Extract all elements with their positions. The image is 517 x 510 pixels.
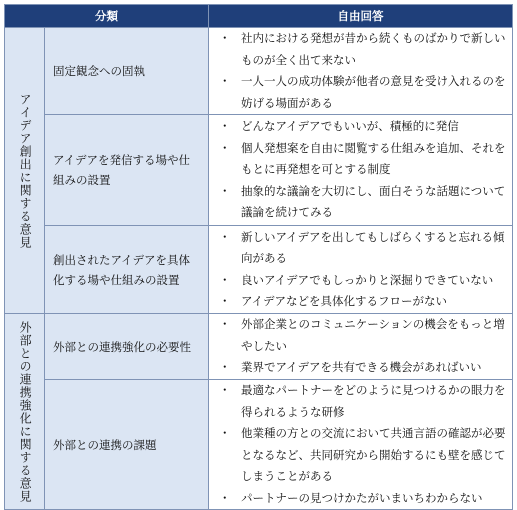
header-category: 分類: [5, 5, 209, 28]
list-item: [209, 181, 512, 224]
list-item: [209, 488, 512, 510]
survey-table: [4, 4, 512, 505]
answer-text: 外部企業とのコミュニケーションの機会をもっと増やしたい: [241, 317, 505, 353]
list-item: [209, 270, 512, 292]
answer-cell: [209, 115, 513, 226]
bullet-icon: ・: [219, 140, 231, 155]
table-row: [5, 28, 513, 115]
free-answer-table: [4, 4, 513, 510]
bullet-icon: ・: [219, 183, 231, 198]
category-cell: 固定観念への固執: [45, 28, 209, 115]
answer-list: [209, 314, 512, 379]
group-label: アイデア創出に関する意見: [18, 92, 33, 249]
group-label-cell: [5, 314, 45, 510]
bullet-icon: ・: [219, 229, 231, 244]
list-item: [209, 291, 512, 313]
list-item: [209, 314, 512, 357]
answer-cell: [209, 314, 513, 380]
category-cell: 創出されたアイデアを具体化する場や仕組みの設置: [45, 226, 209, 314]
list-item: [209, 423, 512, 488]
bullet-icon: ・: [219, 383, 231, 397]
answer-list: [209, 227, 512, 313]
answer-text: アイデアなどを具体化するフローがない: [241, 294, 447, 308]
list-item: [209, 116, 512, 138]
answer-text: 新しいアイデアを出してもしばらくすると忘れる傾向がある: [241, 229, 505, 265]
bullet-icon: ・: [219, 360, 231, 375]
group-label-cell: [5, 28, 45, 314]
table-row: [5, 226, 513, 314]
answer-text: 個人発想案を自由に閲覧する仕組みを追加、それをもとに再発想を可とする制度: [241, 140, 506, 177]
bullet-icon: ・: [219, 317, 231, 332]
answer-text: 業界でアイデアを共有できる機会があればいい: [241, 360, 482, 375]
answer-text: 最適なパートナーをどのように見つけるかの眼力を得られるような研修: [241, 383, 506, 419]
list-item: [209, 227, 512, 270]
table-row: [5, 380, 513, 510]
bullet-icon: ・: [219, 31, 231, 45]
list-item: [209, 28, 512, 71]
bullet-icon: ・: [219, 490, 231, 505]
bullet-icon: ・: [219, 272, 231, 287]
answer-list: [209, 380, 512, 509]
group-label: 外部との連携強化に関する意見: [18, 320, 33, 503]
list-item: [209, 71, 512, 114]
answer-cell: [209, 380, 513, 510]
bullet-icon: ・: [219, 119, 231, 134]
list-item: [209, 357, 512, 379]
header-answer: 自由回答: [209, 5, 513, 28]
answer-text: 他業種の方との交流において共通言語の確認が必要となるなど、共同研究から開始するにも壁を感じてしまうことがある: [241, 426, 506, 483]
answer-text: 良いアイデアでもしっかりと深掘りできていない: [241, 272, 494, 287]
answer-text: 抽象的な議論を大切にし、面白そうな話題について議論を続けてみる: [241, 183, 506, 220]
category-cell: アイデアを発信する場や仕組みの設置: [45, 115, 209, 226]
answer-list: [209, 116, 512, 224]
bullet-icon: ・: [219, 426, 231, 440]
answer-cell: [209, 28, 513, 115]
list-item: [209, 380, 512, 423]
answer-cell: [209, 226, 513, 314]
bullet-icon: ・: [219, 294, 231, 308]
answer-text: どんなアイデアでもいいが、積極的に発信: [241, 119, 459, 134]
answer-list: [209, 28, 512, 114]
list-item: [209, 138, 512, 181]
category-cell: 外部との連携の課題: [45, 380, 209, 510]
answer-text: 一人一人の成功体験が他者の意見を受け入れるのを妨げる場面がある: [241, 74, 506, 110]
answer-text: パートナーの見つけかたがいまいちわからない: [241, 490, 483, 505]
header-row: [5, 5, 513, 28]
category-cell: 外部との連携強化の必要性: [45, 314, 209, 380]
table-row: [5, 115, 513, 226]
answer-text: 社内における発想が昔から続くものばかりで新しいものが全く出て来ない: [241, 31, 506, 67]
table-row: [5, 314, 513, 380]
bullet-icon: ・: [219, 74, 231, 88]
